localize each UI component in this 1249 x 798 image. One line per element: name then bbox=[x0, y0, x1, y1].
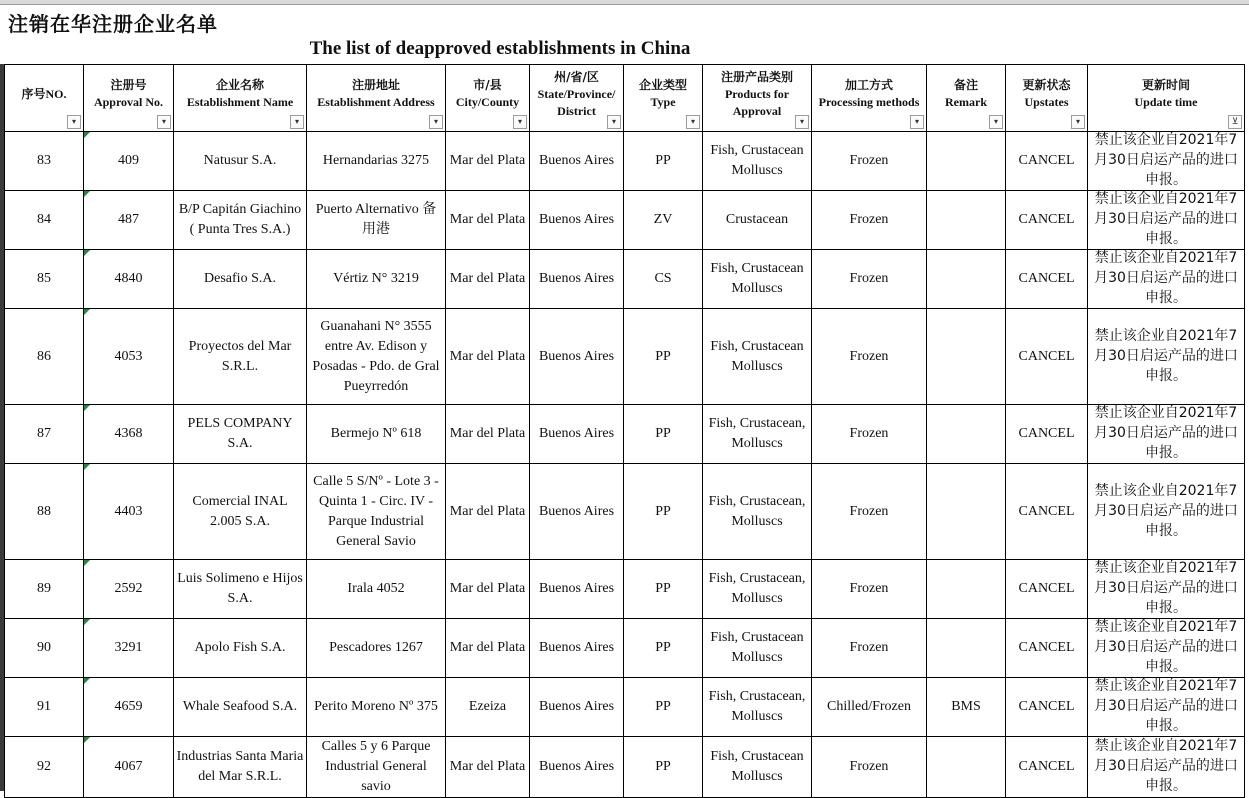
cell-approval-no[interactable] bbox=[84, 405, 174, 464]
cell-establishment-name[interactable]: Whale Seafood S.A. bbox=[174, 678, 307, 737]
header-establishment-address-en: Establishment Address bbox=[317, 95, 435, 109]
header-update-time-en: Update time bbox=[1134, 95, 1198, 109]
cell-upstates[interactable]: CANCEL bbox=[1006, 191, 1088, 250]
update-time-text: 禁止该企业自2021年7月30日启运产品的进口申报。 bbox=[1094, 738, 1238, 794]
cell-processing-methods[interactable]: Chilled/Frozen bbox=[812, 678, 927, 737]
cell-no[interactable]: 91 bbox=[5, 678, 84, 737]
update-time-text: 禁止该企业自2021年7月30日启运产品的进口申报。 bbox=[1094, 482, 1238, 539]
cell-remark[interactable] bbox=[927, 464, 1006, 560]
header-upstates bbox=[1006, 65, 1088, 132]
list-subtitle: The list of deapproved establishments in China bbox=[309, 38, 691, 59]
cell-city-county[interactable]: Mar del Plata bbox=[446, 619, 530, 678]
cell-upstates[interactable]: CANCEL bbox=[1006, 309, 1088, 405]
cell-state-province-district[interactable]: Buenos Aires bbox=[530, 464, 624, 560]
establishments-table bbox=[4, 64, 1245, 798]
update-time-text: 禁止该企业自2021年7月30日启运产品的进口申报。 bbox=[1094, 132, 1238, 188]
cell-approval-no[interactable] bbox=[84, 464, 174, 560]
header-processing-methods-en: Processing methods bbox=[818, 95, 920, 109]
cell-processing-methods[interactable]: Frozen bbox=[812, 405, 927, 464]
update-time-text: 禁止该企业自2021年7月30日启运产品的进口申报。 bbox=[1094, 560, 1238, 616]
table-row[interactable] bbox=[5, 309, 1245, 405]
header-processing-methods-zh: 加工方式 bbox=[844, 78, 893, 92]
cell-establishment-address[interactable]: Bermejo Nº 618 bbox=[307, 405, 446, 464]
header-products-for-approval-zh: 注册产品类别 bbox=[720, 69, 793, 84]
cell-no[interactable]: 86 bbox=[5, 309, 84, 405]
cell-type[interactable]: PP bbox=[624, 678, 703, 737]
header-no-en: 序号NO. bbox=[21, 86, 67, 101]
cell-type[interactable]: PP bbox=[624, 405, 703, 464]
cell-products-for-approval[interactable]: Fish, Crustacean Molluscs bbox=[703, 132, 812, 191]
comment-indicator-icon bbox=[84, 560, 90, 566]
cell-establishment-name[interactable]: Desafio S.A. bbox=[174, 250, 307, 309]
filter-dropdown-icon[interactable]: ▾ bbox=[67, 115, 81, 129]
filter-dropdown-icon[interactable]: ▾ bbox=[795, 115, 809, 129]
table-row[interactable] bbox=[5, 464, 1245, 560]
approval-no-text: 4368 bbox=[114, 426, 143, 441]
cell-update-time[interactable] bbox=[1088, 250, 1245, 309]
cell-upstates[interactable]: CANCEL bbox=[1006, 678, 1088, 737]
cell-approval-no[interactable] bbox=[84, 132, 174, 191]
header-establishment-name-en: Establishment Name bbox=[186, 95, 294, 109]
table-row[interactable] bbox=[5, 560, 1245, 619]
cell-city-county[interactable]: Mar del Plata bbox=[446, 191, 530, 250]
cell-products-for-approval[interactable]: Fish, Crustacean, Molluscs bbox=[703, 464, 812, 560]
cell-establishment-name[interactable]: Proyectos del Mar S.R.L. bbox=[174, 309, 307, 405]
cell-upstates[interactable]: CANCEL bbox=[1006, 464, 1088, 560]
cell-no[interactable]: 92 bbox=[5, 737, 84, 798]
cell-products-for-approval[interactable]: Fish, Crustacean Molluscs bbox=[703, 250, 812, 309]
approval-no-text: 409 bbox=[118, 153, 139, 168]
cell-no[interactable]: 84 bbox=[5, 191, 84, 250]
cell-remark[interactable] bbox=[927, 250, 1006, 309]
header-establishment-name bbox=[174, 65, 307, 132]
header-type bbox=[624, 65, 703, 132]
cell-type[interactable]: PP bbox=[624, 619, 703, 678]
filter-dropdown-icon[interactable]: ▾ bbox=[686, 115, 700, 129]
cell-establishment-name[interactable]: Industrias Santa Maria del Mar S.R.L. bbox=[174, 737, 307, 798]
cell-establishment-address[interactable]: Irala 4052 bbox=[307, 560, 446, 619]
header-processing-methods bbox=[812, 65, 927, 132]
approval-no-text: 4067 bbox=[114, 759, 143, 774]
table-body bbox=[5, 132, 1245, 798]
cell-establishment-name[interactable]: B/P Capitán Giachino ( Punta Tres S.A.) bbox=[174, 191, 307, 250]
header-type-en: Type bbox=[650, 95, 676, 109]
comment-indicator-icon bbox=[84, 191, 90, 197]
cell-state-province-district[interactable]: Buenos Aires bbox=[530, 737, 624, 798]
comment-indicator-icon bbox=[84, 737, 90, 743]
update-time-text: 禁止该企业自2021年7月30日启运产品的进口申报。 bbox=[1094, 191, 1238, 247]
cell-remark[interactable] bbox=[927, 132, 1006, 191]
cell-upstates[interactable]: CANCEL bbox=[1006, 560, 1088, 619]
cell-city-county[interactable]: Mar del Plata bbox=[446, 464, 530, 560]
cell-establishment-name[interactable]: PELS COMPANY S.A. bbox=[174, 405, 307, 464]
header-remark-zh: 备注 bbox=[953, 78, 978, 92]
cell-approval-no[interactable] bbox=[84, 250, 174, 309]
cell-state-province-district[interactable]: Buenos Aires bbox=[530, 619, 624, 678]
cell-no[interactable]: 88 bbox=[5, 464, 84, 560]
cell-establishment-address[interactable]: Perito Moreno Nº 375 bbox=[307, 678, 446, 737]
header-city-county-zh: 市/县 bbox=[473, 78, 502, 92]
header-state-province-district bbox=[530, 65, 624, 132]
cell-products-for-approval[interactable]: Fish, Crustacean Molluscs bbox=[703, 737, 812, 798]
cell-establishment-name[interactable]: Comercial INAL 2.005 S.A. bbox=[174, 464, 307, 560]
cell-products-for-approval[interactable]: Fish, Crustacean Molluscs bbox=[703, 619, 812, 678]
header-establishment-address bbox=[307, 65, 446, 132]
table-row[interactable] bbox=[5, 619, 1245, 678]
cell-no[interactable]: 89 bbox=[5, 560, 84, 619]
cell-upstates[interactable]: CANCEL bbox=[1006, 737, 1088, 798]
cell-approval-no[interactable] bbox=[84, 309, 174, 405]
update-time-text: 禁止该企业自2021年7月30日启运产品的进口申报。 bbox=[1094, 405, 1238, 461]
cell-update-time[interactable] bbox=[1088, 464, 1245, 560]
table-row[interactable] bbox=[5, 132, 1245, 191]
cell-state-province-district[interactable]: Buenos Aires bbox=[530, 560, 624, 619]
cell-establishment-address[interactable]: Puerto Alternativo 备用港 bbox=[307, 191, 446, 250]
cell-update-time[interactable] bbox=[1088, 560, 1245, 619]
cell-type[interactable]: ZV bbox=[624, 191, 703, 250]
header-products-for-approval-en: Products for Approval bbox=[724, 86, 790, 118]
cell-establishment-name[interactable]: Luis Solimeno e Hijos S.A. bbox=[174, 560, 307, 619]
spreadsheet-top-edge bbox=[0, 0, 1249, 5]
cell-processing-methods[interactable]: Frozen bbox=[812, 560, 927, 619]
cell-city-county[interactable]: Mar del Plata bbox=[446, 737, 530, 798]
filter-dropdown-icon[interactable]: ▾ bbox=[910, 115, 924, 129]
cell-remark[interactable] bbox=[927, 560, 1006, 619]
filter-dropdown-icon[interactable]: ▾ bbox=[513, 115, 527, 129]
header-state-province-district-en: State/Province/ District bbox=[537, 86, 616, 118]
table-row[interactable] bbox=[5, 191, 1245, 250]
cell-approval-no[interactable] bbox=[84, 191, 174, 250]
cell-update-time[interactable] bbox=[1088, 132, 1245, 191]
cell-establishment-address[interactable]: Hernandarias 3275 bbox=[307, 132, 446, 191]
approval-no-text: 3291 bbox=[114, 640, 143, 655]
cell-state-province-district[interactable]: Buenos Aires bbox=[530, 405, 624, 464]
cell-remark[interactable] bbox=[927, 191, 1006, 250]
approval-no-text: 4403 bbox=[114, 503, 143, 519]
cell-upstates[interactable]: CANCEL bbox=[1006, 619, 1088, 678]
cell-upstates[interactable]: CANCEL bbox=[1006, 132, 1088, 191]
header-state-province-district-zh: 州/省/区 bbox=[554, 69, 599, 84]
header-establishment-address-zh: 注册地址 bbox=[351, 78, 400, 92]
table-row[interactable] bbox=[5, 678, 1245, 737]
cell-city-county[interactable]: Mar del Plata bbox=[446, 132, 530, 191]
cell-processing-methods[interactable]: Frozen bbox=[812, 132, 927, 191]
filter-dropdown-icon[interactable]: ▾ bbox=[429, 115, 443, 129]
cell-approval-no[interactable] bbox=[84, 678, 174, 737]
header-products-for-approval bbox=[703, 65, 812, 132]
header-approval-no-en: Approval No. bbox=[93, 95, 164, 109]
approval-no-text: 487 bbox=[118, 212, 139, 227]
header-upstates-en: Upstates bbox=[1024, 95, 1069, 109]
cell-processing-methods[interactable]: Frozen bbox=[812, 309, 927, 405]
cell-update-time[interactable] bbox=[1088, 405, 1245, 464]
header-update-time-zh: 更新时间 bbox=[1141, 78, 1190, 92]
cell-city-county[interactable]: Mar del Plata bbox=[446, 309, 530, 405]
update-time-text: 禁止该企业自2021年7月30日启运产品的进口申报。 bbox=[1094, 250, 1238, 306]
cell-type[interactable]: CS bbox=[624, 250, 703, 309]
cell-no[interactable]: 83 bbox=[5, 132, 84, 191]
header-approval-no bbox=[84, 65, 174, 132]
cell-remark[interactable] bbox=[927, 309, 1006, 405]
cell-no[interactable]: 87 bbox=[5, 405, 84, 464]
cell-remark[interactable]: BMS bbox=[927, 678, 1006, 737]
cell-city-county[interactable]: Mar del Plata bbox=[446, 560, 530, 619]
cell-establishment-address[interactable]: Guanahani N° 3555 entre Av. Edison y Posadas - Pdo. de Gral Pueyrredón bbox=[307, 309, 446, 405]
cell-city-county[interactable]: Mar del Plata bbox=[446, 250, 530, 309]
header-approval-no-zh: 注册号 bbox=[110, 78, 147, 92]
comment-indicator-icon bbox=[84, 678, 90, 684]
filter-dropdown-icon[interactable]: ▾ bbox=[989, 115, 1003, 129]
cell-remark[interactable] bbox=[927, 405, 1006, 464]
approval-no-text: 4659 bbox=[114, 699, 143, 714]
cell-city-county[interactable]: Ezeiza bbox=[446, 678, 530, 737]
header-upstates-zh: 更新状态 bbox=[1022, 78, 1071, 92]
cell-processing-methods[interactable]: Frozen bbox=[812, 464, 927, 560]
approval-no-text: 2592 bbox=[114, 581, 143, 596]
filter-dropdown-icon[interactable]: ▾ bbox=[607, 115, 621, 129]
filter-dropdown-icon[interactable]: ▾ bbox=[290, 115, 304, 129]
filter-dropdown-icon[interactable]: ▾ bbox=[1071, 115, 1085, 129]
cell-type[interactable]: PP bbox=[624, 132, 703, 191]
table-row[interactable] bbox=[5, 737, 1245, 798]
cell-state-province-district[interactable]: Buenos Aires bbox=[530, 309, 624, 405]
cell-remark[interactable] bbox=[927, 737, 1006, 798]
cell-update-time[interactable] bbox=[1088, 678, 1245, 737]
approval-no-text: 4840 bbox=[114, 271, 143, 286]
cell-products-for-approval[interactable]: Crustacean bbox=[703, 191, 812, 250]
cell-type[interactable]: PP bbox=[624, 560, 703, 619]
cell-products-for-approval[interactable]: Fish, Crustacean, Molluscs bbox=[703, 678, 812, 737]
cell-processing-methods[interactable]: Frozen bbox=[812, 619, 927, 678]
cell-remark[interactable] bbox=[927, 619, 1006, 678]
cell-establishment-address[interactable]: Calles 5 y 6 Parque Industrial General savio bbox=[307, 737, 446, 798]
cell-processing-methods[interactable]: Frozen bbox=[812, 737, 927, 798]
cell-update-time[interactable] bbox=[1088, 737, 1245, 798]
comment-indicator-icon bbox=[84, 464, 90, 470]
cell-update-time[interactable] bbox=[1088, 309, 1245, 405]
cell-processing-methods[interactable]: Frozen bbox=[812, 191, 927, 250]
cell-upstates[interactable]: CANCEL bbox=[1006, 405, 1088, 464]
comment-indicator-icon bbox=[84, 405, 90, 411]
sheet-title: 注销在华注册企业名单 bbox=[8, 12, 218, 36]
cell-state-province-district[interactable]: Buenos Aires bbox=[530, 132, 624, 191]
cell-state-province-district[interactable]: Buenos Aires bbox=[530, 678, 624, 737]
filter-active-icon[interactable]: ⊻ bbox=[1228, 115, 1242, 129]
cell-establishment-name[interactable]: Natusur S.A. bbox=[174, 132, 307, 191]
header-type-zh: 企业类型 bbox=[638, 78, 687, 92]
cell-products-for-approval[interactable]: Fish, Crustacean Molluscs bbox=[703, 309, 812, 405]
comment-indicator-icon bbox=[84, 619, 90, 625]
header-remark-en: Remark bbox=[945, 95, 987, 109]
cell-state-province-district[interactable]: Buenos Aires bbox=[530, 250, 624, 309]
header-city-county bbox=[446, 65, 530, 132]
cell-establishment-address[interactable]: Pescadores 1267 bbox=[307, 619, 446, 678]
cell-approval-no[interactable] bbox=[84, 560, 174, 619]
update-time-text: 禁止该企业自2021年7月30日启运产品的进口申报。 bbox=[1094, 619, 1238, 675]
cell-update-time[interactable] bbox=[1088, 619, 1245, 678]
comment-indicator-icon bbox=[84, 132, 90, 138]
header-remark bbox=[927, 65, 1006, 132]
cell-type[interactable]: PP bbox=[624, 464, 703, 560]
comment-indicator-icon bbox=[84, 309, 90, 315]
table-row[interactable] bbox=[5, 250, 1245, 309]
comment-indicator-icon bbox=[84, 250, 90, 256]
update-time-text: 禁止该企业自2021年7月30日启运产品的进口申报。 bbox=[1094, 327, 1238, 384]
cell-establishment-name[interactable]: Apolo Fish S.A. bbox=[174, 619, 307, 678]
header-city-county-en: City/County bbox=[455, 95, 520, 109]
cell-type[interactable]: PP bbox=[624, 737, 703, 798]
header-update-time bbox=[1088, 65, 1245, 132]
approval-no-text: 4053 bbox=[114, 348, 143, 364]
cell-state-province-district[interactable]: Buenos Aires bbox=[530, 191, 624, 250]
cell-no[interactable]: 90 bbox=[5, 619, 84, 678]
cell-update-time[interactable] bbox=[1088, 191, 1245, 250]
cell-products-for-approval[interactable]: Fish, Crustacean, Molluscs bbox=[703, 405, 812, 464]
header-no bbox=[5, 65, 84, 132]
table-row[interactable] bbox=[5, 405, 1245, 464]
cell-type[interactable]: PP bbox=[624, 309, 703, 405]
cell-approval-no[interactable] bbox=[84, 619, 174, 678]
header-row bbox=[5, 65, 1245, 132]
cell-establishment-address[interactable]: Vértiz N° 3219 bbox=[307, 250, 446, 309]
cell-upstates[interactable]: CANCEL bbox=[1006, 250, 1088, 309]
cell-establishment-address[interactable]: Calle 5 S/Nº - Lote 3 - Quinta 1 - Circ. IV - Parque Industrial General Savio bbox=[307, 464, 446, 560]
cell-no[interactable]: 85 bbox=[5, 250, 84, 309]
cell-city-county[interactable]: Mar del Plata bbox=[446, 405, 530, 464]
header-establishment-name-zh: 企业名称 bbox=[215, 78, 264, 92]
cell-approval-no[interactable] bbox=[84, 737, 174, 798]
filter-dropdown-icon[interactable]: ▾ bbox=[157, 115, 171, 129]
cell-processing-methods[interactable]: Frozen bbox=[812, 250, 927, 309]
cell-products-for-approval[interactable]: Fish, Crustacean, Molluscs bbox=[703, 560, 812, 619]
update-time-text: 禁止该企业自2021年7月30日启运产品的进口申报。 bbox=[1094, 678, 1238, 734]
